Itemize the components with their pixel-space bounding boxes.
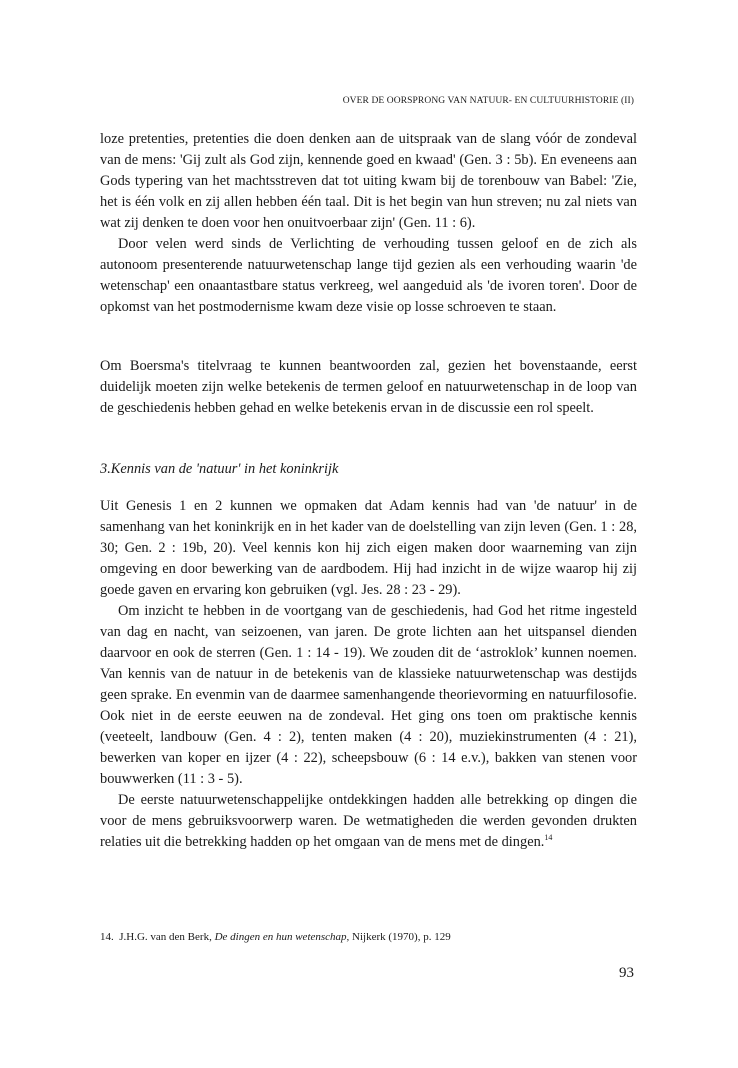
text-block-question [100,356,637,419]
page-number: 93 [619,965,634,981]
paragraph-5: Om inzicht te hebben in de voortgang van de geschiedenis, had God het ritme ingesteld van dag en nacht, van seizoenen, van jaren. De grote lichten aan het uitspansel dienden daarvoor en ook de sterren (Gen. 1 : 14 - 19). We zouden dit de ‘astroklok’ kunnen noemen. Van kennis van de natuur in de betekenis van de klassieke natuurwetenschap was destijds geen sprake. En evenmin van de daarmee samenhangende theorievorming en natuurfilosofie. Ook niet in de eerste eeuwen na de zondeval. Het ging ons toen om praktische kennis (veeteelt, landbouw (Gen. 4 : 2), tenten maken (4 : 20), muziekinstrumenten (4 : 21), bewerken van koper en ijzer (4 : 22), scheepsbouw (6 : 14 e.v.), bakken van stenen voor bouwwerken (11 : 3 - 5). [100,603,637,787]
footnote [100,931,451,943]
footnote-reference: 14 [544,833,553,842]
text-block-section-3 [100,496,637,853]
footnote-number: 14. [100,931,114,943]
footnote-author: J.H.G. van den Berk, [119,931,212,943]
paragraph-2: Door velen werd sinds de Verlichting de verhouding tussen geloof en de zich als autonoom presenterende natuurwetenschap lange tijd gezien als een verhouding waarin 'de wetenschap' een onaantastbare status verkreeg, wel aangeduid als 'de ivoren toren'. Door de opkomst van het postmodernisme kwam deze visie op losse schroeven te staan. [100,236,637,315]
paragraph-6-text: De eerste natuurwetenschappelijke ontdekkingen hadden alle betrekking op dingen die voor de mens gebruiksvoorwerp waren. De wetmatigheden die werden gevonden drukten relaties uit die betrekking hadden op het omgaan van de mens met de dingen. [100,792,637,850]
paragraph-3: Om Boersma's titelvraag te kunnen beantwoorden zal, gezien het bovenstaande, eerst duidelijk moeten zijn welke betekenis de termen geloof en natuurwetenschap in de loop van de geschiedenis hebben gehad en welke betekenis ervan in de discussie een rol speelt. [100,358,637,416]
paragraph-1: loze pretenties, pretenties die doen denken aan de uitspraak van de slang vóór de zondeval van de mens: 'Gij zult als God zijn, kennende goed en kwaad' (Gen. 3 : 5b). En eveneens aan Gods typering van het machtsstreven dat tot uiting kwam bij de torenbouw van Babel: 'Zie, het is één volk en zij allen hebben één taal. Dit is het begin van hun streven; nu zal niets van wat zij denken te doen voor hen onuitvoerbaar zijn' (Gen. 11 : 6). [100,131,637,231]
footnote-title: De dingen en hun wetenschap, [214,931,350,943]
paragraph-6 [100,790,637,853]
footnote-rest: Nijkerk (1970), p. 129 [352,931,451,943]
section-heading: 3.Kennis van de 'natuur' in het koninkrijk [100,461,339,477]
running-header: OVER DE OORSPRONG VAN NATUUR- EN CULTUURHISTORIE (II) [342,96,634,106]
paragraph-4: Uit Genesis 1 en 2 kunnen we opmaken dat Adam kennis had van 'de natuur' in de samenhang van het koninkrijk en in het kader van de doelstelling van zijn leven (Gen. 1 : 28, 30; Gen. 2 : 19b, 20). Veel kennis kon hij zich eigen maken door waarneming van zijn omgeving en door bewerking van de aardbodem. Hij had inzicht in de wijze waarop hij zij goede gaven en ervaring kon gebruiken (vgl. Jes. 28 : 23 - 29). [100,498,637,598]
text-block-intro [100,129,637,318]
